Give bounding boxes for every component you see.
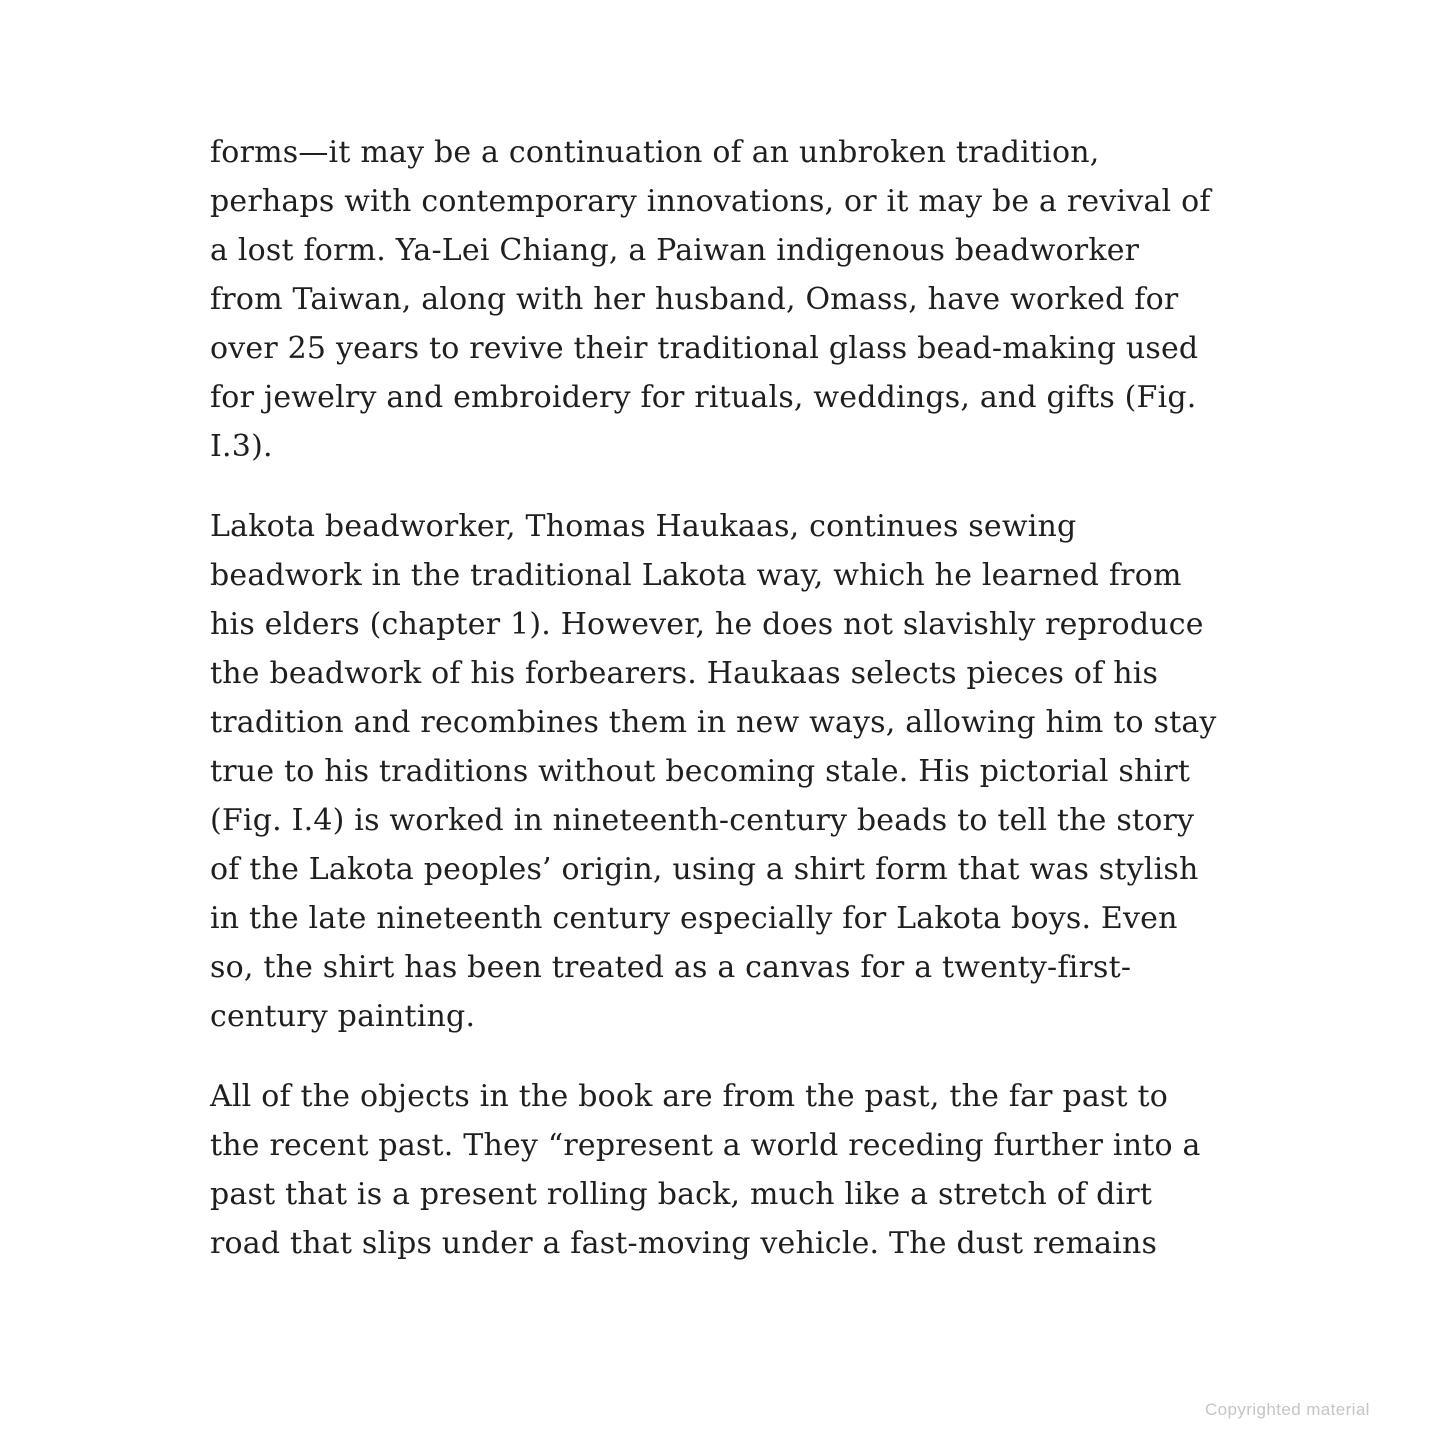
text-line: beadwork in the traditional Lakota way, which he learned from <box>210 558 1182 593</box>
text-line: over 25 years to revive their traditional glass bead-making used <box>210 331 1199 366</box>
text-line: from Taiwan, along with her husband, Omass, have worked for <box>210 282 1179 317</box>
page-text-block <box>210 128 1290 1299</box>
text-line: (Fig. I.4) is worked in nineteenth-century beads to tell the story <box>210 803 1195 838</box>
text-line: so, the shirt has been treated as a canvas for a twenty-first- <box>210 950 1132 985</box>
text-line: his elders (chapter 1). However, he does not slavishly reproduce <box>210 607 1204 642</box>
paragraph <box>210 128 1290 471</box>
text-line: true to his traditions without becoming stale. His pictorial shirt <box>210 754 1191 789</box>
text-line: Lakota beadworker, Thomas Haukaas, continues sewing <box>210 509 1077 544</box>
text-line: road that slips under a fast-moving vehicle. The dust remains <box>210 1226 1158 1261</box>
text-line: in the late nineteenth century especially for Lakota boys. Even <box>210 901 1178 936</box>
text-line: tradition and recombines them in new ways, allowing him to stay <box>210 705 1217 740</box>
copyright-watermark: Copyrighted material <box>1205 1400 1370 1419</box>
text-line: the recent past. They “represent a world receding further into a <box>210 1128 1201 1163</box>
text-line: forms—it may be a continuation of an unbroken tradition, <box>210 135 1100 170</box>
text-line: of the Lakota peoples’ origin, using a shirt form that was stylish <box>210 852 1199 887</box>
text-line: past that is a present rolling back, much like a stretch of dirt <box>210 1177 1153 1212</box>
text-line: century painting. <box>210 999 476 1034</box>
text-line: I.3). <box>210 429 273 464</box>
text-line: the beadwork of his forbearers. Haukaas selects pieces of his <box>210 656 1159 691</box>
text-line: for jewelry and embroidery for rituals, weddings, and gifts (Fig. <box>210 380 1197 415</box>
text-line: perhaps with contemporary innovations, or it may be a revival of <box>210 184 1211 219</box>
text-line: a lost form. Ya-Lei Chiang, a Paiwan indigenous beadworker <box>210 233 1140 268</box>
paragraph <box>210 502 1290 1041</box>
text-line: All of the objects in the book are from the past, the far past to <box>210 1079 1169 1114</box>
paragraph <box>210 1072 1290 1268</box>
